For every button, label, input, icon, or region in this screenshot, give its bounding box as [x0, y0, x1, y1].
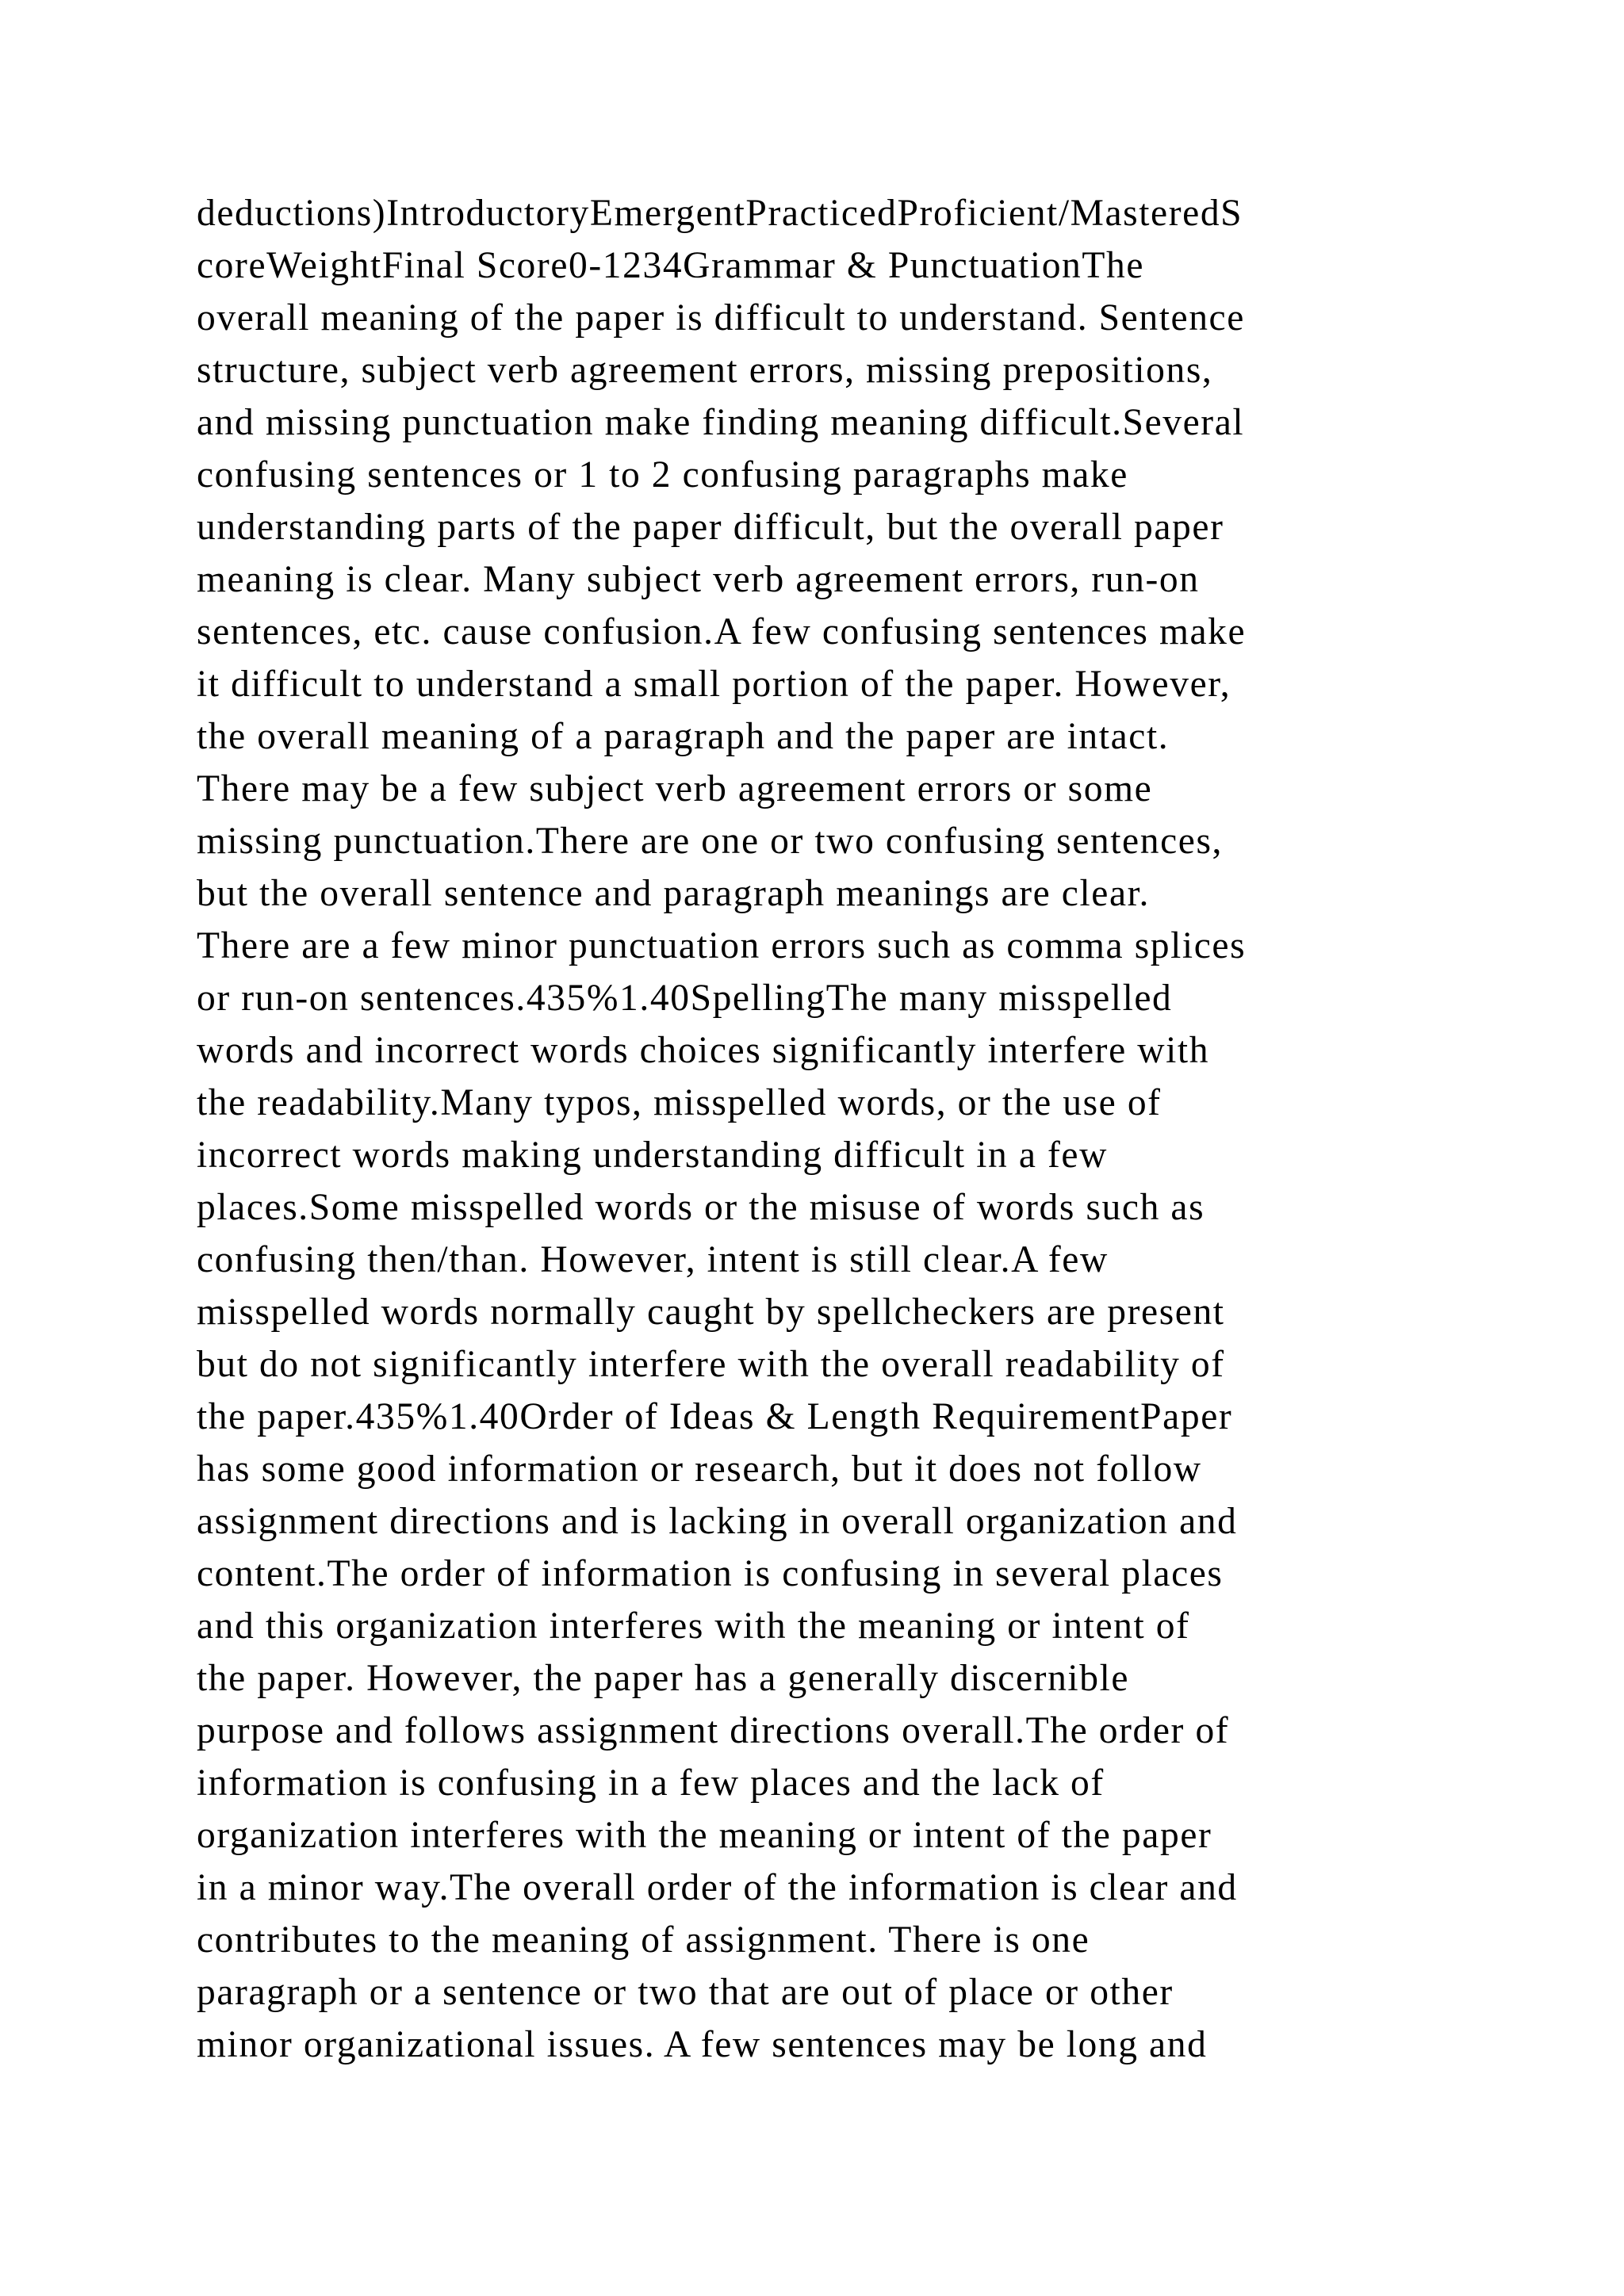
- text-line: it difficult to understand a small portion of the paper. However,: [197, 664, 1231, 705]
- text-line: overall meaning of the paper is difficult to understand. Sentence: [197, 297, 1245, 339]
- text-line: information is confusing in a few places and the lack of: [197, 1762, 1105, 1804]
- text-line: the paper. However, the paper has a generally discernible: [197, 1658, 1130, 1699]
- text-line: and this organization interferes with the meaning or intent of: [197, 1605, 1190, 1647]
- text-line: in a minor way.The overall order of the information is clear and: [197, 1867, 1238, 1908]
- text-line: sentences, etc. cause confusion.A few confusing sentences make: [197, 611, 1247, 652]
- text-line: paragraph or a sentence or two that are out of place or other: [197, 1972, 1174, 2013]
- text-line: has some good information or research, but it does not follow: [197, 1448, 1202, 1490]
- text-line: confusing sentences or 1 to 2 confusing paragraphs make: [197, 454, 1128, 496]
- text-line: There are a few minor punctuation errors such as comma splices: [197, 925, 1247, 966]
- text-line: the paper.435%1.40Order of Ideas & Length RequirementPaper: [197, 1396, 1233, 1437]
- text-line: content.The order of information is confusing in several places: [197, 1553, 1224, 1594]
- text-line: words and incorrect words choices significantly interfere with: [197, 1030, 1210, 1071]
- body-text: [197, 187, 1465, 2071]
- text-line: contributes to the meaning of assignment. There is one: [197, 1919, 1090, 1961]
- text-line: and missing punctuation make finding meaning difficult.Several: [197, 402, 1245, 443]
- text-line: meaning is clear. Many subject verb agreement errors, run-on: [197, 559, 1200, 600]
- text-line: There may be a few subject verb agreement errors or some: [197, 768, 1153, 809]
- text-line: misspelled words normally caught by spellcheckers are present: [197, 1292, 1225, 1333]
- text-line: but do not significantly interfere with the overall readability of: [197, 1344, 1225, 1385]
- text-line: or run-on sentences.435%1.40SpellingThe many misspelled: [197, 978, 1173, 1019]
- text-line: incorrect words making understanding difficult in a few: [197, 1135, 1108, 1176]
- text-line: understanding parts of the paper difficult, but the overall paper: [197, 507, 1224, 548]
- text-line: the overall meaning of a paragraph and the paper are intact.: [197, 716, 1170, 757]
- text-line: purpose and follows assignment directions overall.The order of: [197, 1710, 1230, 1751]
- text-line: deductions)IntroductoryEmergentPracticedProficient/MasteredS: [197, 193, 1243, 234]
- text-line: minor organizational issues. A few sentences may be long and: [197, 2024, 1208, 2065]
- text-line: missing punctuation.There are one or two confusing sentences,: [197, 821, 1224, 862]
- text-line: assignment directions and is lacking in overall organization and: [197, 1501, 1238, 1542]
- text-line: organization interferes with the meaning or intent of the paper: [197, 1815, 1212, 1856]
- text-line: but the overall sentence and paragraph meanings are clear.: [197, 873, 1150, 914]
- text-line: structure, subject verb agreement errors, missing prepositions,: [197, 350, 1213, 391]
- text-line: confusing then/than. However, intent is still clear.A few: [197, 1239, 1109, 1280]
- text-line: places.Some misspelled words or the misuse of words such as: [197, 1187, 1205, 1228]
- text-line: coreWeightFinal Score0-1234Grammar & PunctuationThe: [197, 245, 1145, 286]
- text-line: the readability.Many typos, misspelled words, or the use of: [197, 1082, 1162, 1123]
